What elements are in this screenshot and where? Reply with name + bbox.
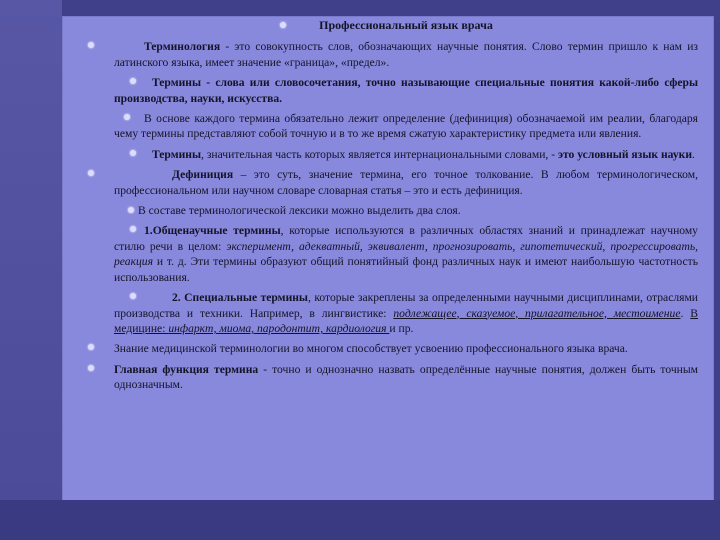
bullet-icon [130, 226, 136, 232]
general-terms-text: , которые используются в различных областях знаний и принадлежат научному стилю речи в целом: [114, 224, 698, 253]
general-terms-rest: и т. д. Эти термины образуют общий понятийный фонд различных наук и имеют наибольшую частотность использования. [114, 255, 698, 284]
science-language-phrase: это условный язык науки [557, 147, 693, 161]
paragraph-general-terms [114, 223, 698, 285]
slide-content [114, 18, 698, 398]
paragraph-terminology [114, 39, 698, 70]
bullet-icon [130, 150, 136, 156]
term-definition: Дефиниция [172, 168, 234, 182]
slide-title [114, 18, 698, 33]
bullet-icon [130, 293, 136, 299]
linguistics-examples: подлежащее, сказуемое, прилагательное, местоимение [393, 306, 681, 320]
bullet-icon [280, 22, 286, 28]
medicine-examples: инфаркт, миома, пародонтит, кардиология [168, 321, 390, 335]
paragraph-special-terms [114, 290, 698, 336]
paragraph-definition [114, 167, 698, 198]
dot: . [680, 306, 691, 320]
special-terms-end: и пр. [389, 321, 414, 335]
paragraph-terms-international [114, 147, 698, 162]
term-terms: Термины [152, 147, 202, 161]
term-general-scientific: 1.Общенаучные термины [144, 224, 281, 238]
left-decorative-band [0, 0, 62, 540]
definition-text: – это суть, значение термина, его точное толкование. В любом терминологическом, профессиональном или научном словаре словарная статья – это и есть дефиниция. [114, 168, 698, 197]
bullet-icon [88, 365, 94, 371]
paragraph-main-function [114, 362, 698, 393]
paragraph-two-layers [114, 203, 698, 218]
main-function-text: - точно и однозначно назвать определённые научные понятия, должен быть точным однозначным. [114, 362, 698, 392]
term-special: 2. Специальные термины [172, 291, 308, 305]
medicine-label: В медицине: [114, 306, 698, 335]
bullet-icon [130, 78, 136, 84]
term-main-function: Главная функция термина [114, 362, 259, 376]
terminology-definition: - это совокупность слов, обозначающих научные понятия. Слово термин пришло к нам из латинского языка, имеет значение «граница», «предел». [114, 40, 698, 69]
knowledge-text: Знание медицинской терминологии во многом способствует усвоению профессионального языка врача. [114, 342, 628, 356]
bullet-icon [128, 207, 134, 213]
special-terms-text: , которые закреплены за определенными научными дисциплинами, отраслями производства и техники. Например, в лингвистике: [114, 291, 699, 320]
terms-definition-text: Термины - слова или словосочетания, точно называющие специальные понятия какой-либо сферы производства, науки, искусства. [114, 76, 698, 105]
paragraph-terms-definition [114, 75, 698, 106]
two-layers-text: В составе терминологической лексики можно выделить два слоя. [138, 204, 461, 218]
general-terms-examples: эксперимент, адекватный, эквивалент, прогнозировать, гипотетический, прогрессировать, реакция [114, 239, 699, 269]
terms-international-text: , значительная часть которых является интернациональными словами, - [201, 147, 558, 161]
bottom-decorative-band [0, 500, 720, 540]
period: . [692, 147, 695, 161]
slide-title-text: Профессиональный язык врача [319, 18, 493, 32]
definition-basis-text: В основе каждого термина обязательно лежит определение (дефиниция) обозначаемой им реалии, благодаря чему термины представляют собой точную и в то же время сжатую характеристику предмета или явления. [114, 112, 698, 141]
paragraph-definition-basis [114, 111, 698, 142]
paragraph-knowledge [114, 341, 698, 356]
term-terminology: Терминология [144, 40, 221, 54]
bullet-icon [124, 114, 130, 120]
